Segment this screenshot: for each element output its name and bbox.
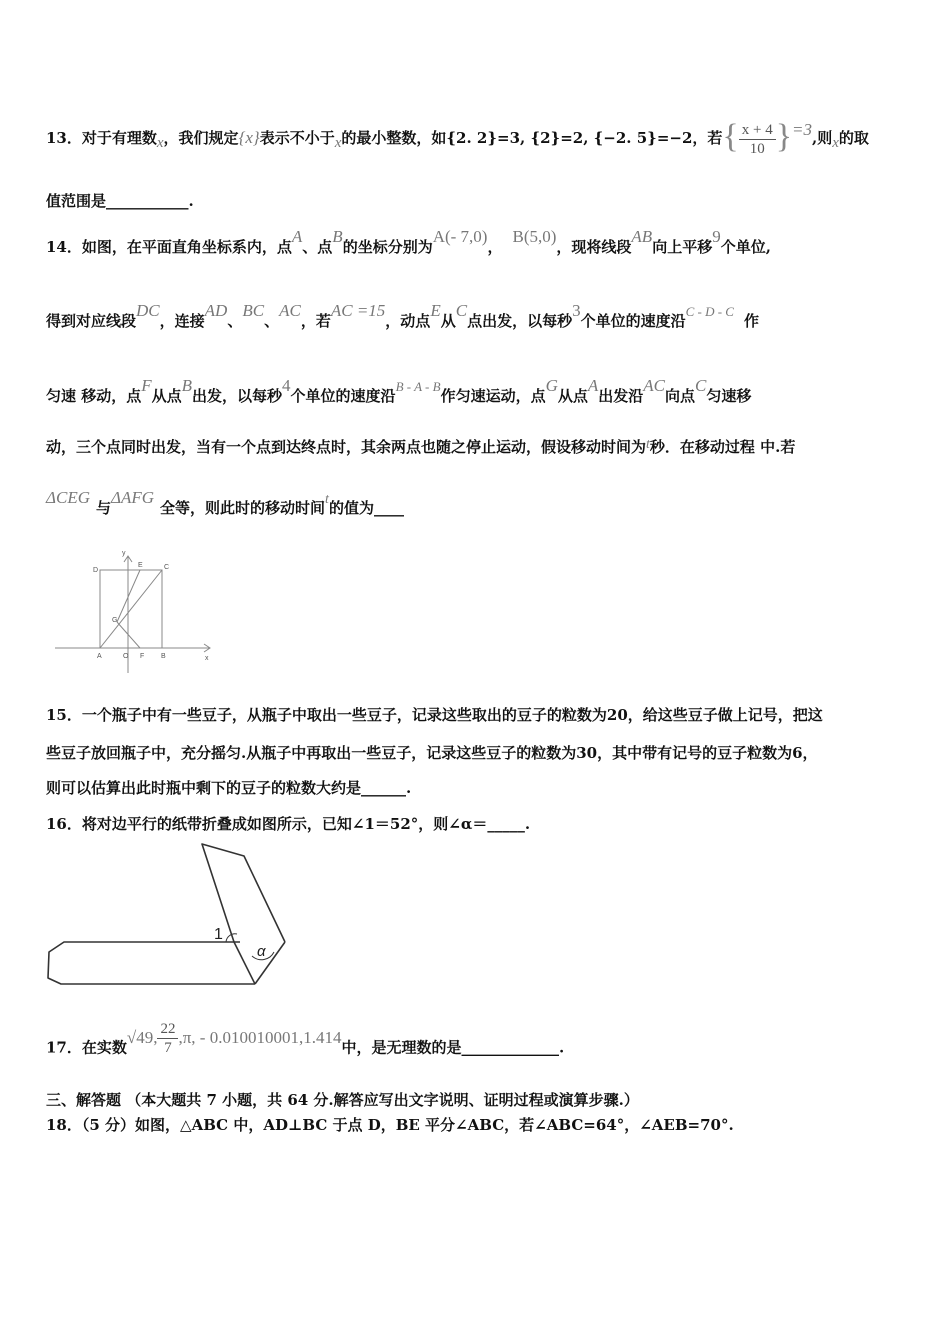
q16-line1: 16．将对边平行的纸带折叠成如图所示，已知∠1＝52°，则∠α＝_____. [46,815,531,833]
q15-line1: 15．一个瓶子中有一些豆子，从瓶子中取出一些豆子，记录这些取出的豆子的粒数为20，给这些豆子做上记号，把这 [46,706,823,724]
q13-line2: 值范围是___________. [46,192,194,210]
q14-line5: ΔCEG与ΔAFG全等，则此时的移动时间t的值为____ [46,488,404,517]
q14-line2: 得到对应线段DC，连接AD、BC、AC，若AC =15，动点E从C点出发，以每秒3个单位的速度沿C - D - C作 [46,301,759,330]
q16-figure [44,838,294,993]
label-x: x [205,655,209,662]
ceil-x: {x} [238,128,260,147]
diagonal-AC [100,570,162,648]
q14-figure [50,548,220,680]
angle-1-label: 1 [214,926,223,943]
angle-alpha-label: α [257,943,266,960]
q14-line3: 匀速 移动，点F从点B出发，以每秒4个单位的速度沿B - A - B作匀速运动，点G从点A出发沿AC向点C匀速移 [46,376,752,405]
label-F: F [140,653,145,660]
label-D: D [93,567,99,574]
q15-line2: 些豆子放回瓶子中，充分摇匀.从瓶子中再取出一些豆子，记录这些豆子的粒数为30，其中带有记号的豆子粒数为6， [46,744,818,762]
q18-line1: 18．（5 分）如图，△ABC 中，AD⊥BC 于点 D，BE 平分∠ABC，若∠ABC=64°，∠AEB=70°. [46,1116,734,1134]
sqrt-49: √49 [126,1027,154,1047]
q15-line3: 则可以估算出此时瓶中剩下的豆子的粒数大约是______. [46,779,412,797]
q14-line4: 动，三个点同时出发，当有一个点到达终点时，其余两点也随之停止运动，假设移动时间为t秒．在移动过程 中.若 [46,437,796,456]
label-y: y [122,550,126,557]
q14-line1: 14．如图，在平面直角坐标系内，点A、点B的坐标分别为A(- 7,0)，B(5,0)，现将线段AB向上平移9个单位, [46,227,771,256]
label-B: B [161,653,166,660]
q13-fraction: $\frac{x + 4}{10}$ [739,121,776,158]
paper-strip [48,942,255,984]
label-O: O [123,653,129,660]
q13-line1: 13．对于有理数x，我们规定{x}表示不小于x的最小整数，如{2. 2}=3, {2}=2, {−2. 5}=−2，若{ $\frac{x + 4}{10}$ }=3,则x的取 [46,118,869,157]
q17-fraction: $\frac{22}{7}$ [157,1020,178,1057]
label-A: A [97,653,102,660]
q17-line1: 17．在实数√49, $\frac{22}{7}$ ,π, - 0.010010001,1.414中，是无理数的是_____________. [46,1021,565,1057]
label-G: G [112,617,118,624]
section3-title: 三、解答题 （本大题共 7 小题，共 64 分.解答应写出文字说明、证明过程或演算步骤.） [46,1091,639,1109]
label-C: C [164,564,170,571]
fold-line [234,942,255,984]
label-E: E [138,562,143,569]
